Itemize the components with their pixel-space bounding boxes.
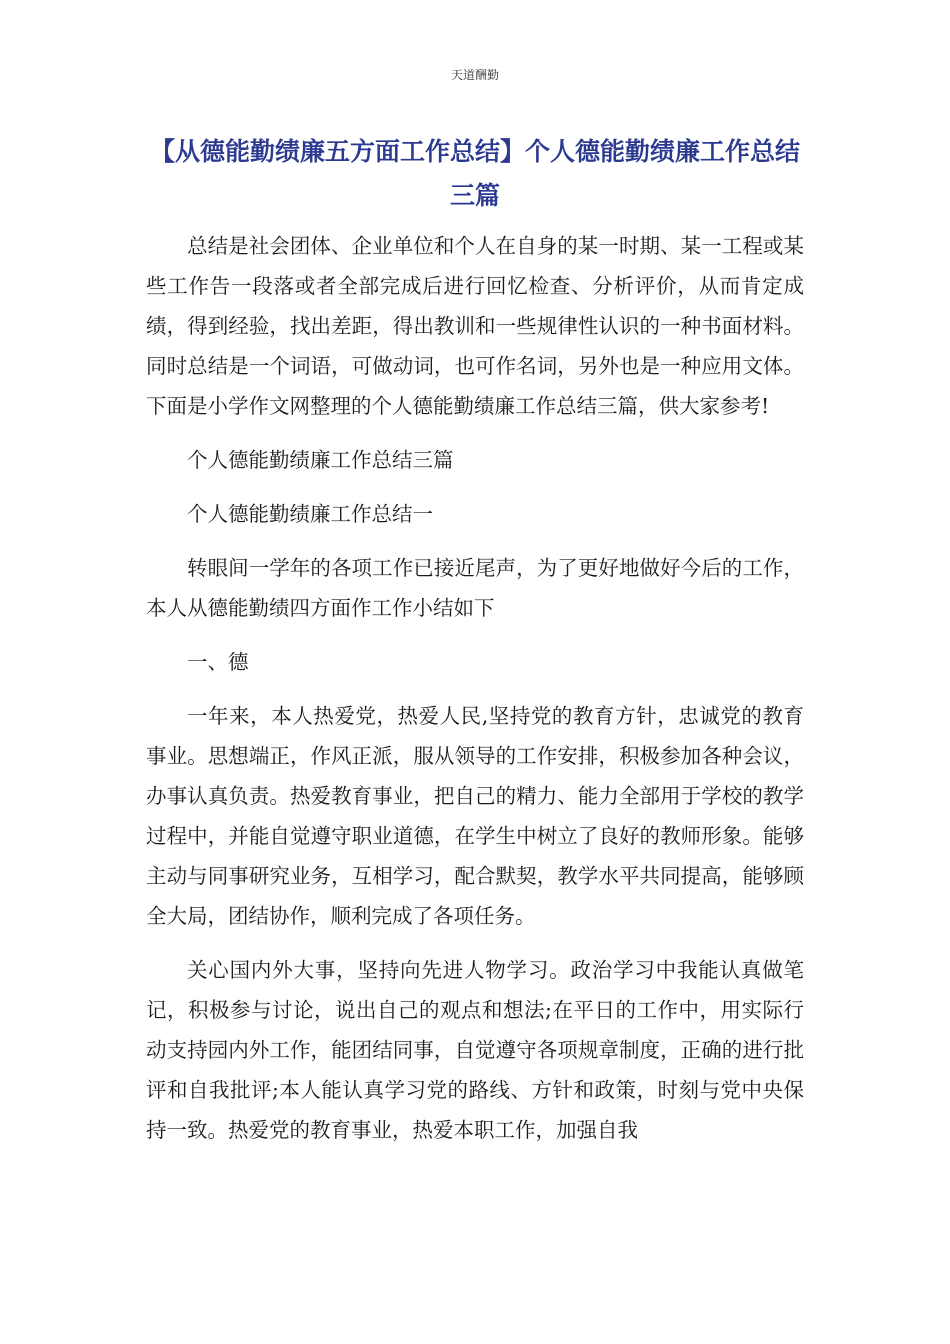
document-title: 【从德能勤绩廉五方面工作总结】个人德能勤绩廉工作总结三篇	[149, 137, 800, 210]
paragraph-de-body-2: 关心国内外大事，坚持向先进人物学习。政治学习中我能认真做笔记，积极参与讨论，说出自己的观点和想法;在平日的工作中，用实际行动支持园内外工作，能团结同事，自觉遵守各项规章制度，正确的进行批评和自我批评;本人能认真学习党的路线、方针和政策，时刻与党中央保持一致。热爱党的教育事业，热爱本职工作，加强自我	[146, 958, 804, 1142]
paragraph-subtitle: 个人德能勤绩廉工作总结三篇	[187, 448, 454, 472]
paragraph-de-body-1: 一年来，本人热爱党，热爱人民,坚持党的教育方针，忠诚党的教育事业。思想端正，作风正派，服从领导的工作安排，积极参加各种会议，办事认真负责。热爱教育事业，把自己的精力、能力全部用于学校的教学过程中，并能自觉遵守职业道德，在学生中树立了良好的教师形象。能够主动与同事研究业务，互相学习，配合默契，教学水平共同提高，能够顾全大局，团结协作，顺利完成了各项任务。	[146, 704, 804, 928]
page-header: 天道酬勤	[450, 68, 499, 82]
paragraph-opening: 转眼间一学年的各项工作已接近尾声，为了更好地做好今后的工作，本人从德能勤绩四方面作工作小结如下	[146, 556, 804, 620]
paragraph-heading-de: 一、德	[187, 650, 249, 674]
paragraph-section-heading: 个人德能勤绩廉工作总结一	[187, 502, 433, 526]
paragraph-intro: 总结是社会团体、企业单位和个人在自身的某一时期、某一工程或某些工作告一段落或者全部完成后进行回忆检查、分析评价，从而肯定成绩，得到经验，找出差距，得出教训和一些规律性认识的一种书面材料。同时总结是一个词语，可做动词，也可作名词，另外也是一种应用文体。下面是小学作文网整理的个人德能勤绩廉工作总结三篇，供大家参考!	[146, 234, 804, 418]
document-body	[146, 226, 804, 1164]
